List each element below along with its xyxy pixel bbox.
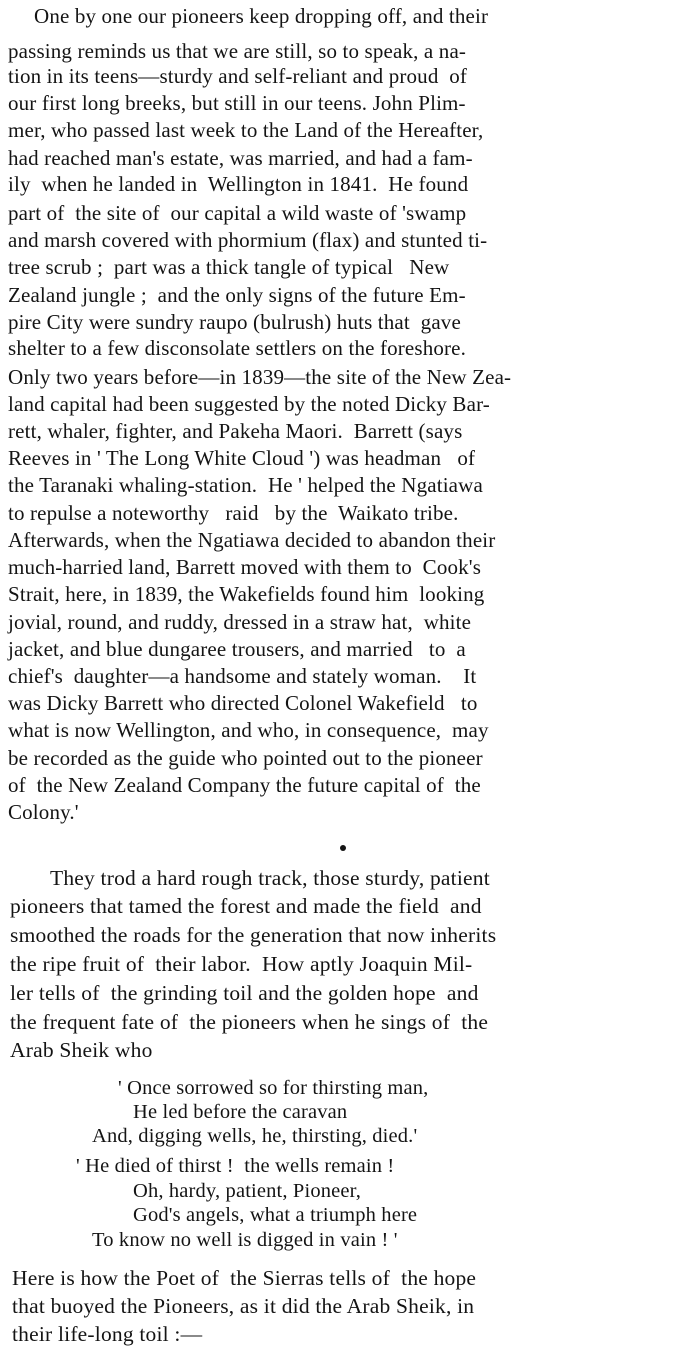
paragraph-line: ler tells of the grinding toil and the golden hope and (10, 981, 479, 1005)
poem-line: ' Once sorrowed so for thirsting man, (118, 1077, 429, 1099)
paragraph-line: of the New Zealand Company the future capital of the (8, 773, 481, 797)
paragraph-line: that buoyed the Pioneers, as it did the Arab Sheik, in (12, 1294, 475, 1318)
poem-line: ' He died of thirst ! the wells remain ! (76, 1155, 395, 1177)
paragraph-line: tree scrub ; part was a thick tangle of typical New (8, 255, 450, 279)
paragraph-line: had reached man's estate, was married, and had a fam- (8, 146, 473, 170)
poem-line: God's angels, what a triumph here (133, 1204, 418, 1226)
paragraph-line: shelter to a few disconsolate settlers on the foreshore. (8, 336, 467, 360)
section-divider-dot (340, 845, 346, 851)
paragraph-line: Here is how the Poet of the Sierras tells of the hope (12, 1266, 477, 1290)
paragraph-line: passing reminds us that we are still, so to speak, a na- (8, 39, 467, 63)
paragraph-line: jacket, and blue dungaree trousers, and married to a (8, 637, 466, 661)
paragraph-line: pioneers that tamed the forest and made the field and (10, 894, 482, 918)
paragraph-line: our first long breeks, but still in our teens. John Plim- (8, 91, 466, 115)
paragraph-line: land capital had been suggested by the noted Dicky Bar- (8, 392, 490, 416)
paragraph-line: smoothed the roads for the generation that now inherits (10, 923, 497, 947)
paragraph-line: the ripe fruit of their labor. How aptly Joaquin Mil- (10, 952, 473, 976)
paragraph-line: Colony.' (8, 800, 79, 824)
paragraph-line: They trod a hard rough track, those sturdy, patient (50, 866, 490, 890)
paragraph-line: rett, whaler, fighter, and Pakeha Maori. Barrett (says (8, 419, 463, 443)
paragraph-line: Zealand jungle ; and the only signs of the future Em- (8, 283, 466, 307)
poem-line: Oh, hardy, patient, Pioneer, (133, 1180, 362, 1202)
paragraph-line: be recorded as the guide who pointed out to the pioneer (8, 746, 483, 770)
paragraph-line: to repulse a noteworthy raid by the Waikato tribe. (8, 501, 459, 525)
paragraph-line: what is now Wellington, and who, in consequence, may (8, 718, 489, 742)
paragraph-line: chief's daughter—a handsome and stately woman. It (8, 664, 477, 688)
paragraph-line: the frequent fate of the pioneers when he sings of the (10, 1010, 489, 1034)
paragraph-line: Afterwards, when the Ngatiawa decided to abandon their (8, 528, 496, 552)
paragraph-line: their life-long toil :— (12, 1322, 203, 1346)
paragraph-line: One by one our pioneers keep dropping off, and their (34, 4, 489, 28)
paragraph-line: tion in its teens—sturdy and self-reliant and proud of (8, 64, 468, 88)
poem-line: To know no well is digged in vain ! ' (92, 1229, 398, 1251)
paragraph-line: Arab Sheik who (10, 1038, 153, 1062)
paragraph-line: Only two years before—in 1839—the site of the New Zea- (8, 365, 512, 389)
poem-line: And, digging wells, he, thirsting, died.' (92, 1125, 418, 1147)
paragraph-line: was Dicky Barrett who directed Colonel Wakefield to (8, 691, 478, 715)
paragraph-line: pire City were sundry raupo (bulrush) huts that gave (8, 310, 461, 334)
paragraph-line: Strait, here, in 1839, the Wakefields found him looking (8, 582, 485, 606)
paragraph-line: Reeves in ' The Long White Cloud ') was headman of (8, 446, 476, 470)
paragraph-line: ily when he landed in Wellington in 1841. He found (8, 172, 469, 196)
paragraph-line: much-harried land, Barrett moved with them to Cook's (8, 555, 482, 579)
paragraph-line: jovial, round, and ruddy, dressed in a straw hat, white (8, 610, 472, 634)
paragraph-line: the Taranaki whaling-station. He ' helped the Ngatiawa (8, 473, 483, 497)
poem-line: He led before the caravan (133, 1101, 348, 1123)
paragraph-line: part of the site of our capital a wild waste of 'swamp (8, 201, 467, 225)
paragraph-line: and marsh covered with phormium (flax) and stunted ti- (8, 228, 488, 252)
paragraph-line: mer, who passed last week to the Land of the Hereafter, (8, 118, 484, 142)
